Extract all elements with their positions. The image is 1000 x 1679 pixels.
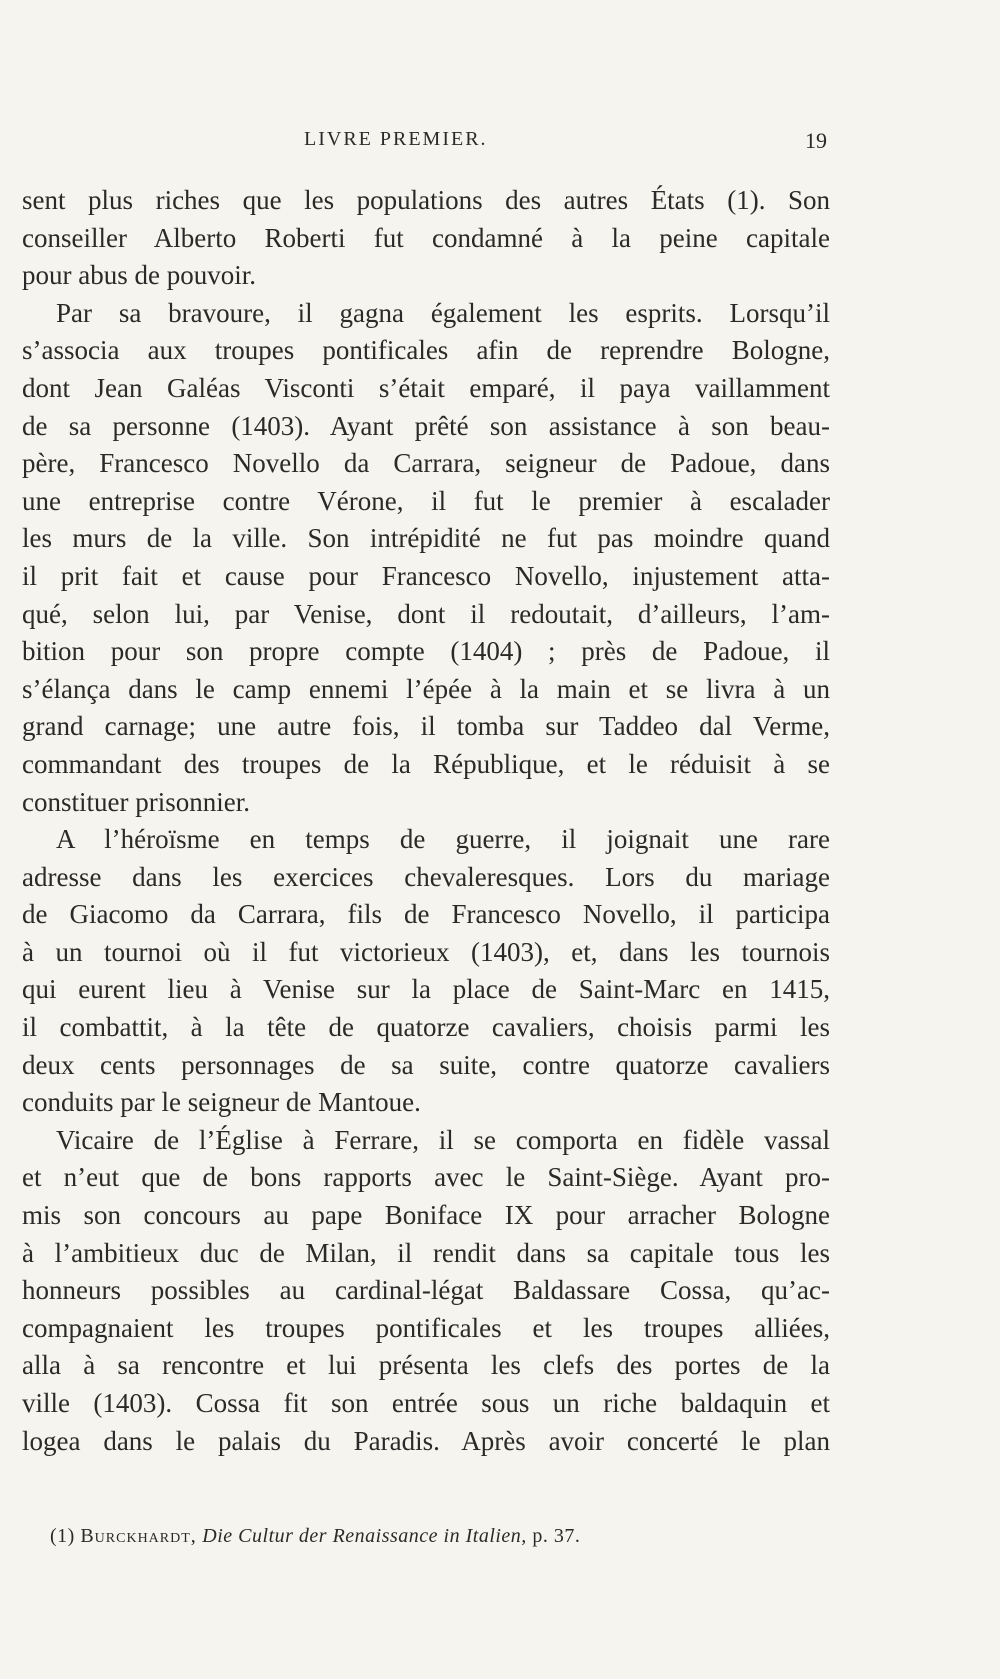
text-line: Vicaire de l’Église à Ferrare, il se comporta en fidèle vassal — [56, 1124, 830, 1155]
text-line: conseiller Alberto Roberti fut condamné à la peine capitale — [22, 222, 830, 253]
text-line: qui eurent lieu à Venise sur la place de Saint-Marc en 1415, — [22, 974, 830, 1005]
text-line: commandant des troupes de la République, et le réduisit à se — [22, 748, 830, 779]
text-line: il prit fait et cause pour Francesco Novello, injustement atta- — [22, 560, 830, 591]
text-line: conduits par le seigneur de Mantoue. — [22, 1087, 421, 1118]
text-line: grand carnage; une autre fois, il tomba sur Taddeo dal Verme, — [22, 711, 830, 742]
text-line: sent plus riches que les populations des autres États (1). Son — [22, 185, 830, 215]
text-line: deux cents personnages de sa suite, contre quatorze cavaliers — [22, 1049, 830, 1080]
text-line: adresse dans les exercices chevaleresques. Lors du mariage — [22, 861, 830, 892]
text-line: compagnaient les troupes pontificales et les troupes alliées, — [22, 1312, 830, 1343]
text-line: père, Francesco Novello da Carrara, seigneur de Padoue, dans — [22, 448, 830, 479]
running-title: LIVRE PREMIER. — [304, 128, 488, 150]
text-line: il combattit, à la tête de quatorze cavaliers, choisis parmi les — [22, 1012, 830, 1043]
footnote — [50, 1525, 830, 1548]
text-line: logea dans le palais du Paradis. Après avoir concerté le plan — [22, 1425, 830, 1456]
text-line: et n’eut que de bons rapports avec le Saint-Siège. Ayant pro- — [22, 1162, 830, 1193]
text-line: constituer prisonnier. — [22, 786, 250, 817]
text-line: mis son concours au pape Boniface IX pour arracher Bologne — [22, 1200, 830, 1231]
footnote-author: Burckhardt, — [80, 1525, 197, 1547]
text-line: bition pour son propre compte (1404) ; près de Padoue, il — [22, 636, 830, 667]
text-line: s’associa aux troupes pontificales afin de reprendre Bologne, — [22, 335, 830, 366]
text-line: de Giacomo da Carrara, fils de Francesco Novello, il participa — [22, 899, 830, 930]
text-line: une entreprise contre Vérone, il fut le premier à escalader — [22, 485, 830, 516]
footnote-work: Die Cultur der Renaissance in Italien, — [202, 1525, 527, 1547]
text-line: ville (1403). Cossa fit son entrée sous un riche baldaquin et — [22, 1388, 830, 1418]
text-line: de sa personne (1403). Ayant prêté son assistance à son beau- — [22, 410, 830, 441]
text-line: pour abus de pouvoir. — [22, 260, 256, 291]
text-line: les murs de la ville. Son intrépidité ne fut pas moindre quand — [22, 523, 830, 554]
text-line: Par sa bravoure, il gagna également les esprits. Lorsqu’il — [56, 297, 830, 328]
body-text — [22, 182, 830, 1460]
text-line: à l’ambitieux duc de Milan, il rendit dans sa capitale tous les — [22, 1237, 830, 1268]
page-number: 19 — [805, 128, 827, 153]
footnote-marker: (1) — [50, 1525, 75, 1547]
text-line: A l’héroïsme en temps de guerre, il joignait une rare — [56, 824, 830, 855]
text-line: dont Jean Galéas Visconti s’était emparé, il paya vaillamment — [22, 372, 830, 403]
text-line: qué, selon lui, par Venise, dont il redoutait, d’ailleurs, l’am- — [22, 598, 830, 629]
text-line: à un tournoi où il fut victorieux (1403), et, dans les tournois — [22, 936, 830, 967]
text-line: s’élança dans le camp ennemi l’épée à la main et se livra à un — [22, 673, 830, 704]
text-line: honneurs possibles au cardinal-légat Baldassare Cossa, qu’ac- — [22, 1275, 830, 1306]
footnote-page-ref: p. 37. — [532, 1525, 581, 1547]
text-line: alla à sa rencontre et lui présenta les clefs des portes de la — [22, 1350, 830, 1381]
